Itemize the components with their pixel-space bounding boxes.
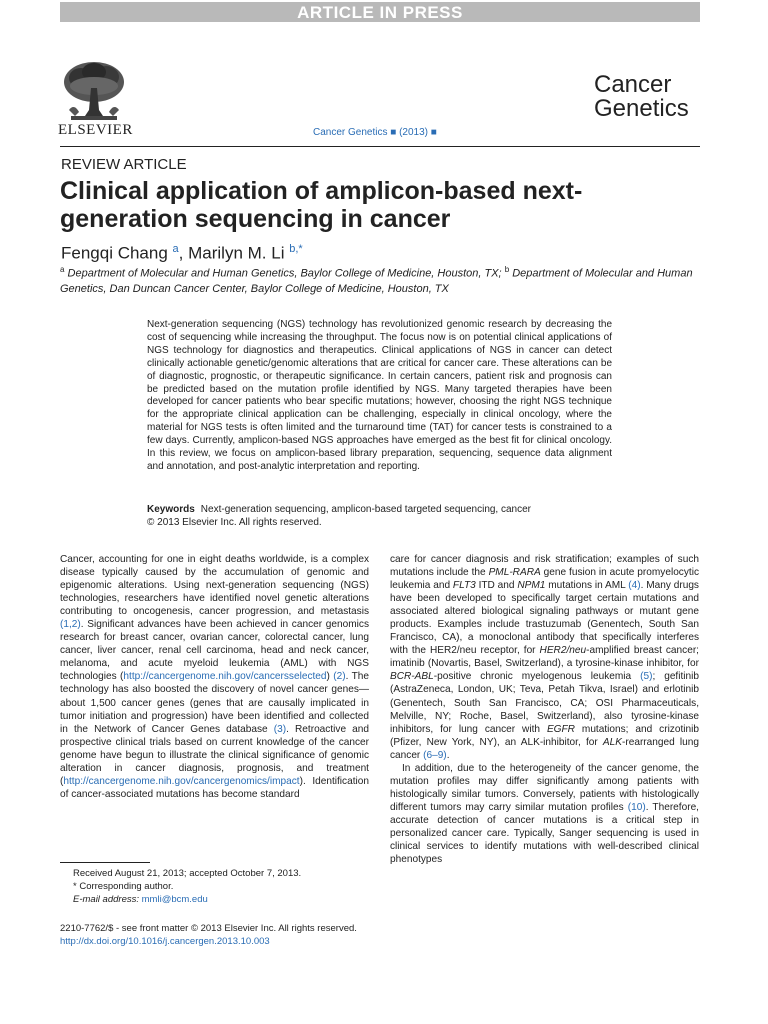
- body-text: -amplified breast cancer; imatinib (Novartis, Basel, Switzerland), a tyrosine-kinase inhibitor, for: [390, 645, 699, 670]
- copyright-line: © 2013 Elsevier Inc. All rights reserved.: [147, 517, 322, 528]
- body-column-right: [390, 553, 699, 866]
- front-matter: [60, 922, 357, 948]
- reference-link[interactable]: (6–9): [423, 749, 447, 761]
- body-column-left: [60, 553, 369, 801]
- reference-link[interactable]: (4): [628, 580, 641, 592]
- journal-brand-line-1: Cancer: [594, 71, 672, 98]
- gene-name: PML-RARA: [488, 567, 541, 579]
- header-divider: [60, 146, 700, 147]
- reference-link[interactable]: (1,2): [60, 619, 81, 631]
- journal-brand-line-2: Genetics: [594, 95, 689, 122]
- url-link[interactable]: http://cancergenome.nih.gov/cancersselected: [123, 671, 327, 683]
- body-text: . Retroactive and prospective clinical trials based on current knowledge of the cancer genome have begun to illustrate the clinical significance of genomic alteration in cancer diagnosis, prognosis, and treatment (: [60, 723, 369, 787]
- author-separator: ,: [178, 243, 189, 263]
- body-paragraph: [390, 553, 699, 762]
- body-text: ): [326, 671, 334, 683]
- email-label: E-mail address:: [73, 893, 139, 905]
- reference-link[interactable]: (3): [273, 723, 287, 735]
- gene-name: ALK: [602, 736, 622, 748]
- doi-link[interactable]: http://dx.doi.org/10.1016/j.cancergen.2013.10.003: [60, 936, 270, 947]
- body-text: . Therefore, accurate detection of cancer mutations is a critical step in personalized cancer care. Typically, Sanger sequencing is used in clinical services to identify mutations with well-described clinical phenotypes: [390, 801, 699, 866]
- footnotes: [73, 868, 301, 906]
- body-text: care for cancer diagnosis and risk stratification; examples of such mutations include the: [390, 554, 699, 579]
- body-text: In addition, due to the heterogeneity of the cancer genome, the mutation profiles may differ significantly among patients with histologically similar tumors. Conversely, patients with histologically different tumors may carry similar mutation profiles: [390, 762, 699, 813]
- body-text: -positive chronic myelogenous leukemia: [433, 671, 641, 683]
- journal-brand: [594, 73, 689, 121]
- affiliation-text: Department of Molecular and Human Genetics, Dan Duncan Cancer Center, Baylor College of Medicine, Houston, TX: [60, 267, 693, 295]
- body-text: ; gefitinib (AstraZeneca, London, UK; Teva, Petah Tikva, Israel) and erlotinib (Genentech, South San Francisco, CA; OSI Pharmaceuticals, Melville, NY; Roche, Basel, Switzerland), also tyrosine-kinase inhibitors, for lung cancer with: [390, 671, 699, 735]
- body-paragraph: [60, 553, 369, 801]
- reference-link[interactable]: (10): [627, 801, 646, 813]
- body-text: . The technology has also boosted the discovery of novel cancer genes—about 1,500 cancer genes (genes that are causally implicated in tumor initiation and progression) have been identified and collected in the Network of Cancer Genes database: [60, 671, 369, 735]
- body-text: . Many drugs have been developed to specifically target certain mutations and associated altered biological signaling pathways or mutant gene products. Examples include trastuzumab (Genentech, South San Francisco, CA), a monoclonal antibody that specifically interferes with the HER2/neu receptor, for: [390, 580, 699, 657]
- gene-name: FLT3: [452, 580, 476, 592]
- author-name[interactable]: Fengqi Chang: [61, 243, 168, 263]
- abstract: Next-generation sequencing (NGS) technology has revolutionized genomic research by decreasing the cost of sequencing while increasing the throughput. The focus now is on potential clinical applications of NGS technology for diagnostics and therapeutics. Clinical applications of NGS in cancer can detect clinically actionable genetic/genomic alterations that are critical for cancer care. These alterations can be of diagnostic, prognostic, or therapeutic significance. In certain cancers, patient risk and prognosis can be predicted based on the mutation profile identified by NGS. Many targeted therapies have been developed for cancer patients who bear specific mutations; however, choosing the right NGS technique for the appropriate clinical application can be challenging, especially in clinical oncology, where the material for NGS tests is often limited and the turnaround time (TAT) for cancer tests is constrained to a few days. Currently, amplicon-based NGS approaches have emerged as the best fit for clinical oncology. In this review, we focus on amplicon-based library preparation, sequencing, sequence data alignment and annotation, and post-analytic interpretation and reporting.: [147, 319, 612, 472]
- url-link[interactable]: http://cancergenome.nih.gov/cancergenomics/impact: [63, 775, 300, 787]
- body-paragraph: [390, 762, 699, 866]
- article-in-press-banner: ARTICLE IN PRESS: [60, 2, 700, 22]
- author-list: [61, 243, 303, 264]
- author-name[interactable]: Marilyn M. Li: [188, 243, 285, 263]
- gene-name: EGFR: [546, 723, 575, 735]
- reference-link[interactable]: (2): [333, 671, 346, 683]
- affiliation-marker[interactable]: a: [172, 243, 179, 255]
- gene-name: BCR-ABL: [390, 671, 434, 683]
- elsevier-tree-icon: [61, 60, 127, 122]
- body-text: ITD and: [475, 580, 518, 592]
- footnote-divider: [60, 862, 150, 863]
- gene-name: HER2/neu: [539, 645, 587, 657]
- body-text: mutations; and crizotinib (Pfizer, New York, NY), an ALK-inhibitor, for: [390, 723, 699, 748]
- body-text: . Significant advances have been achieved in cancer genomics research for breast cancer, ovarian cancer, colorectal cancer, lung cancer, liver cancer, renal cell carcinoma, head and neck cancer, melanoma, and acute myeloid leukemia (AML) with NGS technologies (: [60, 619, 369, 683]
- issn-line: 2210-7762/$ - see front matter © 2013 Elsevier Inc. All rights reserved.: [60, 923, 357, 934]
- affiliation-text: Department of Molecular and Human Genetics, Baylor College of Medicine, Houston, TX;: [67, 267, 502, 280]
- email-line: [73, 894, 301, 907]
- keywords-label: Keywords: [147, 504, 195, 515]
- corresponding-author-note: * Corresponding author.: [73, 880, 174, 892]
- article-title: Clinical application of amplicon-based next-generation sequencing in cancer: [60, 177, 583, 233]
- email-link[interactable]: mmli@bcm.edu: [141, 893, 208, 905]
- affiliations: [60, 262, 710, 297]
- body-text: .: [446, 749, 450, 761]
- body-text: -rearranged lung cancer: [390, 736, 699, 761]
- body-text: gene fusion in acute promyelocytic leukemia and: [390, 567, 699, 592]
- keywords-block: [147, 503, 617, 529]
- affiliation-marker[interactable]: b,*: [289, 243, 303, 255]
- body-text: Cancer, accounting for one in eight deaths worldwide, is a complex disease typically caused by the accumulation of genomic and epigenomic alterations. Using next-generation sequencing (NGS) technologies, researchers have identified novel genetic alterations contributing to oncogenesis, cancer progression, and metastasis: [60, 554, 369, 618]
- affiliation-label: b: [504, 265, 510, 274]
- gene-name: NPM1: [517, 580, 546, 592]
- journal-citation-link[interactable]: Cancer Genetics ■ (2013) ■: [313, 127, 437, 138]
- received-date: Received August 21, 2013; accepted October 7, 2013.: [73, 868, 302, 879]
- elsevier-logo: [58, 60, 133, 138]
- article-type: REVIEW ARTICLE: [61, 156, 187, 173]
- keywords-text: Next-generation sequencing, amplicon-based targeted sequencing, cancer: [200, 504, 532, 515]
- publisher-name: ELSEVIER: [58, 122, 133, 138]
- reference-link[interactable]: (5): [640, 671, 653, 683]
- body-text: ). Identification of cancer-associated mutations has become standard: [60, 775, 369, 800]
- affiliation-label: a: [60, 265, 65, 274]
- body-text: mutations in AML: [545, 580, 629, 592]
